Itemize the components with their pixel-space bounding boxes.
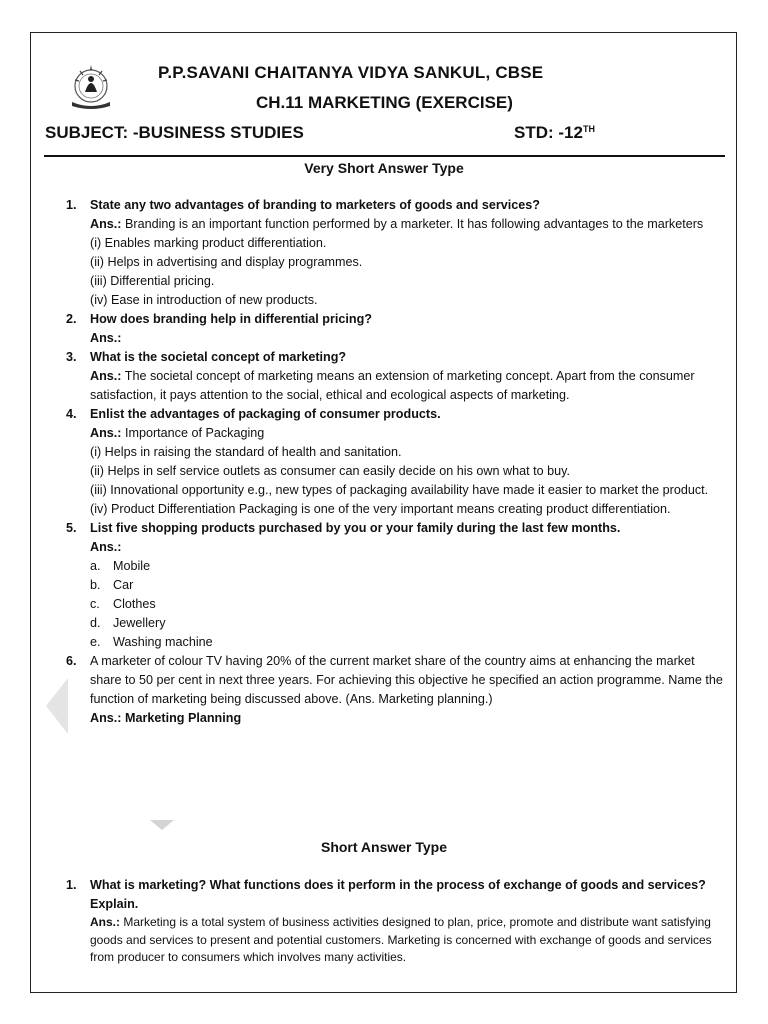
answer-point: (i) Helps in raising the standard of health and sanitation. [90,445,402,459]
std-label [514,123,595,143]
list-letter: e. [90,635,101,649]
section-title-very-short: Very Short Answer Type [304,160,464,176]
answer-text [90,424,726,443]
list-text: Clothes [113,597,156,611]
question-number: 5. [66,521,77,535]
header-divider [44,155,725,157]
section-title-short: Short Answer Type [320,839,448,855]
answer-point: (iv) Product Differentiation Packaging is one of the very important means creating product differentiation. [90,502,671,516]
school-logo-icon [66,62,116,112]
question-number: 2. [66,312,77,326]
answer-label: Ans.: [90,915,120,929]
scroll-down-arrow-icon[interactable] [150,820,174,830]
list-text: Washing machine [113,635,213,649]
subject-label: SUBJECT: -BUSINESS STUDIES [45,123,304,142]
answer-text [90,215,726,234]
list-item [90,633,726,652]
question-text: A marketer of colour TV having 20% of the current market share of the country aims at enhancing the market share to 50 per cent in next three years. For achieving this objective he specified an action programme. Name the function of marketing being discussed above. (Ans. Marketing planning.) [90,654,723,706]
question-text: What is the societal concept of marketing? [90,350,347,364]
question-number: 6. [66,654,77,668]
question-number: 1. [66,198,77,212]
answer-point: (iv) Ease in introduction of new products. [90,293,318,307]
chapter-title: CH.11 MARKETING (EXERCISE) [256,93,513,112]
question-text: State any two advantages of branding to marketers of goods and services? [90,198,540,212]
answer-label: Ans.: [90,369,122,383]
answer-label: Ans.: [90,331,122,345]
list-item [90,614,726,633]
question-item-6 [66,652,726,728]
question-item-2 [66,310,726,348]
answer-point: (i) Enables marking product differentiation. [90,236,327,250]
answer-label: Ans.: [90,217,122,231]
question-number: 1. [66,878,77,892]
answer-point: (ii) Helps in advertising and display programmes. [90,255,363,269]
std-text: STD: -12 [514,123,583,142]
question-item-5 [66,519,726,652]
question-number: 4. [66,407,77,421]
answer-text [90,367,726,405]
question-item-4 [66,405,726,519]
answer-body: Branding is an important function performed by a marketer. It has following advantages to the marketers [124,217,704,231]
answer-label: Ans.: [90,426,122,440]
list-letter: c. [90,597,100,611]
prev-page-arrow-icon[interactable] [46,678,68,734]
question-item-1 [66,196,726,310]
question-number: 3. [66,350,77,364]
list-letter: b. [90,578,101,592]
answer-text: Ans.: Marketing Planning [90,711,242,725]
question-item-3 [66,348,726,405]
answer-text [90,914,726,967]
list-text: Jewellery [113,616,166,630]
question-text: List five shopping products purchased by you or your family during the last few months. [90,521,621,535]
question-text: Enlist the advantages of packaging of consumer products. [90,407,441,421]
list-letter: d. [90,616,101,630]
list-item [90,576,726,595]
answer-point: (iii) Differential pricing. [90,274,215,288]
list-text: Mobile [113,559,151,573]
std-superscript: TH [582,124,595,134]
list-item [90,557,726,576]
list-item [90,595,726,614]
question-item-1 [66,876,726,967]
answer-body: Importance of Packaging [124,426,265,440]
answer-body: Marketing is a total system of business activities designed to plan, price, promote and distribute want satisfying goods and services to present and potential customers. Marketing is concerned with exchange of goods and services from producer to consumers which involves many activities. [90,915,712,964]
question-text: What is marketing? What functions does it perform in the process of exchange of goods and services? Explain. [90,878,706,911]
answer-point: (ii) Helps in self service outlets as consumer can easily decide on his own what to buy. [90,464,570,478]
question-text: How does branding help in differential pricing? [90,312,372,326]
very-short-question-list [66,196,726,728]
list-text: Car [113,578,134,592]
school-name: P.P.SAVANI CHAITANYA VIDYA SANKUL, CBSE [158,63,544,82]
answer-body: The societal concept of marketing means an extension of marketing concept. Apart from the consumer satisfaction, it pays attention to the social, ethical and ecological aspects of marketing. [90,369,695,402]
answer-point: (iii) Innovational opportunity e.g., new types of packaging availability have made it easier to market the product. [90,483,709,497]
answer-label: Ans.: [90,540,122,554]
list-letter: a. [90,559,101,573]
short-question-list [66,876,726,967]
